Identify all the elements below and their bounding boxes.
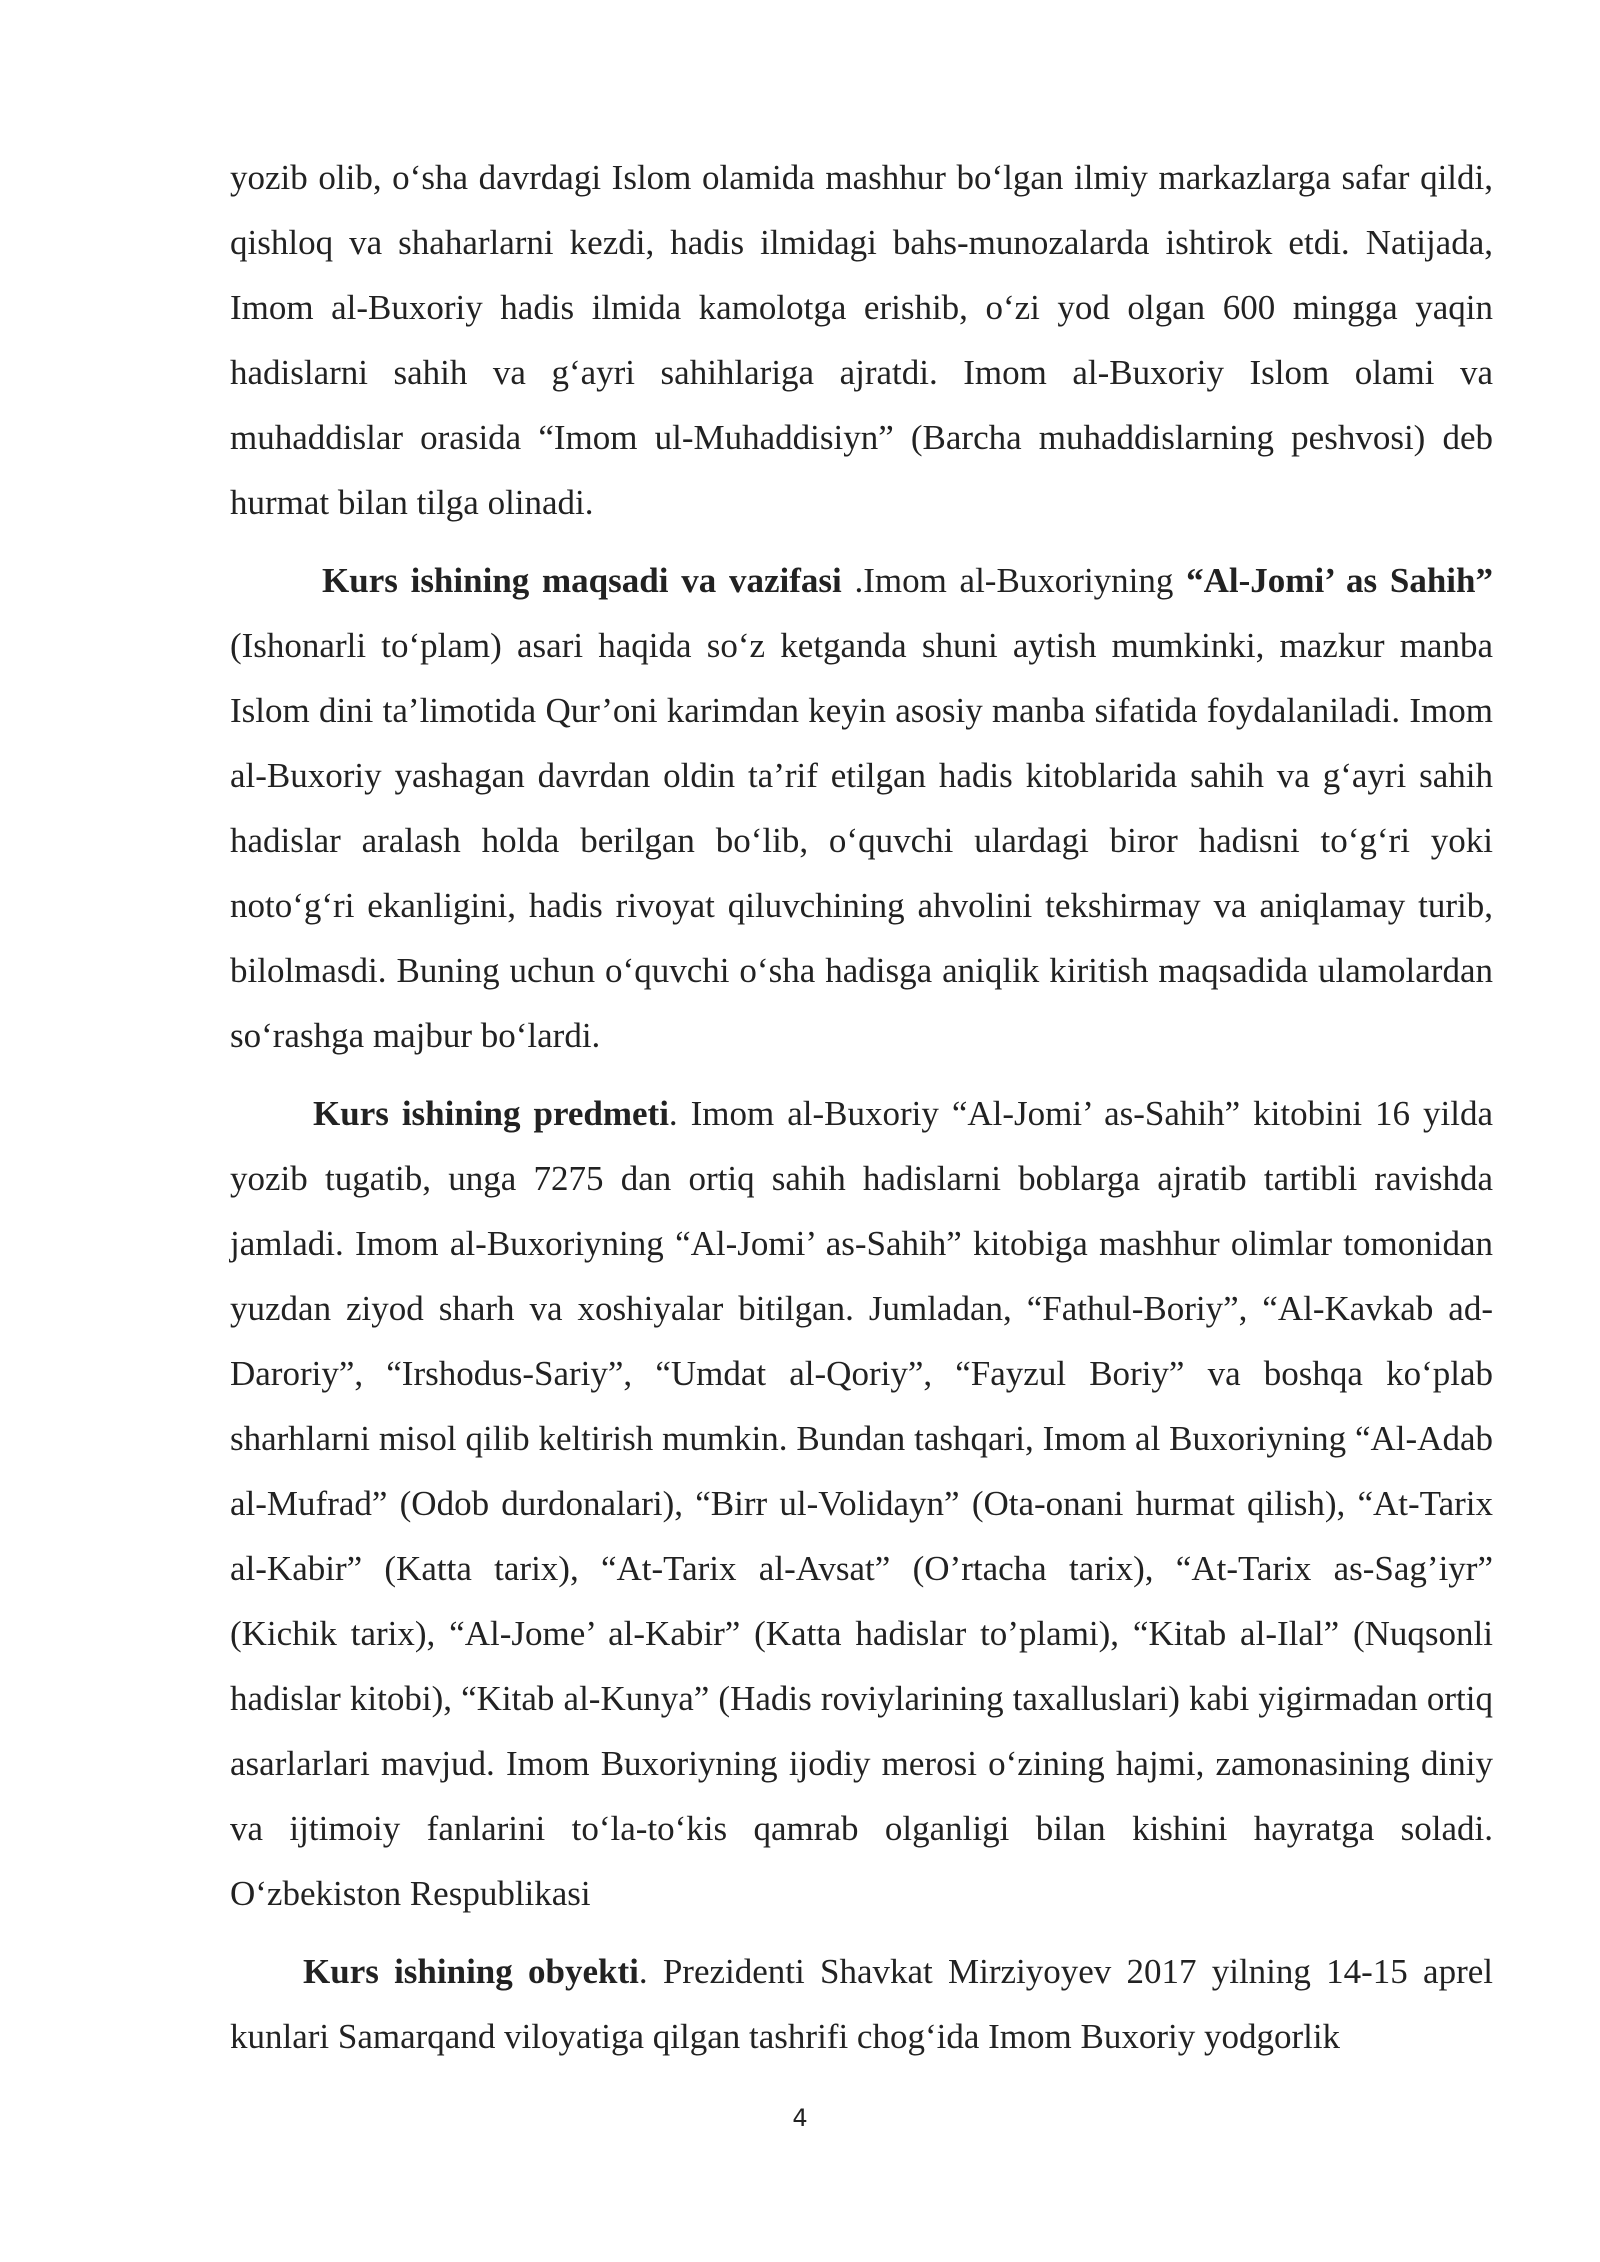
paragraph-text: yozib olib, o‘sha davrdagi Islom olamida mashhur bo‘lgan ilmiy markazlarga safar qildi, qishloq va shaharlarni kezdi, hadis ilmidagi bahs-munozalarda ishtirok etdi. Natijada, Imom al-Buxoriy hadis ilmida kamolotga erishib, o‘zi yod olgan 600 mingga yaqin hadislarni sahih va g‘ayri sahihlariga ajratdi. Imom al-Buxoriy Islom olami va muhaddislar orasida “Imom ul-Muhaddisiyn” (Barcha muhaddislarning peshvosi) deb hurmat bilan tilga olinadi. <box>230 158 1493 522</box>
paragraph-text: .Imom al-Buxoriyning <box>841 561 1187 600</box>
paragraph-text: . Imom al-Buxoriy “Al-Jomi’ as-Sahih” kitobini 16 yilda yozib tugatib, unga 7275 dan ortiq sahih hadislarni boblarga ajratib tartibli ravishda jamladi. Imom al-Buxoriyning “Al-Jomi’ as-Sahih” kitobiga mashhur olimlar tomonidan yuzdan ziyod sharh va xoshiyalar bitilgan. Jumladan, “Fathul-Boriy”, “Al-Kavkab ad-Daroriy”, “Irshodus-Sariy”, “Umdat al-Qoriy”, “Fayzul Boriy” va boshqa ko‘plab sharhlarni misol qilib keltirish mumkin. Bundan tashqari, Imom al Buxoriyning “Al-Adab al-Mufrad” (Odob durdonalari), “Birr ul-Volidayn” (Ota-onani hurmat qilish), “At-Tarix al-Kabir” (Katta tarix), “At-Tarix al-Avsat” (O’rtacha tarix), “At-Tarix as-Sag’iyr” (Kichik tarix), “Al-Jome’ al-Kabir” (Katta hadislar to’plami), “Kitab al-Ilal” (Nuqsonli hadislar kitobi), “Kitab al-Kunya” (Hadis roviylarining taxalluslari) kabi yigirmadan ortiq asarlarlari mavjud. Imom Buxoriyning ijodiy merosi o‘zining hajmi, zamonasining diniy va ijtimoiy fanlarini to‘la-to‘kis qamrab olganligi bilan kishini hayratga soladi. O‘zbekiston Respublikasi <box>230 1094 1493 1913</box>
paragraph-predmeti <box>230 1081 1493 1926</box>
section-heading-predmeti: Kurs ishining predmeti <box>313 1094 669 1133</box>
section-heading-obyekti: Kurs ishining obyekti <box>303 1952 639 1991</box>
page-body <box>230 145 1493 2069</box>
paragraph-text: . Prezidenti Shavkat Mirziyoyev 2017 yilning 14-15 aprel kunlari Samarqand viloyatiga qilgan tashrifi chog‘ida Imom Buxoriy yodgorlik <box>230 1952 1493 2056</box>
section-heading-maqsadi: Kurs ishining maqsadi va vazifasi <box>322 561 842 600</box>
page-number: 4 <box>792 2104 808 2132</box>
paragraph-obyekti <box>230 1939 1493 2069</box>
paragraph-text: (Ishonarli to‘plam) asari haqida so‘z ketganda shuni aytish mumkinki, mazkur manba Islom dini ta’limotida Qur’oni karimdan keyin asosiy manba sifatida foydalaniladi. Imom al-Buxoriy yashagan davrdan oldin ta’rif etilgan hadis kitoblarida sahih va g‘ayri sahih hadislar aralash holda berilgan bo‘lib, o‘quvchi ulardagi biror hadisni to‘g‘ri yoki noto‘g‘ri ekanligini, hadis rivoyat qiluvchining ahvolini tekshirmay va aniqlamay turib, bilolmasdi. Buning uchun o‘quvchi o‘sha hadisga aniqlik kiritish maqsadida ulamolardan so‘rashga majbur bo‘lardi. <box>230 626 1493 1055</box>
book-title-al-jomi: “Al-Jomi’ as Sahih” <box>1186 561 1493 600</box>
paragraph-maqsadi <box>230 548 1493 1068</box>
paragraph-intro <box>230 145 1493 535</box>
